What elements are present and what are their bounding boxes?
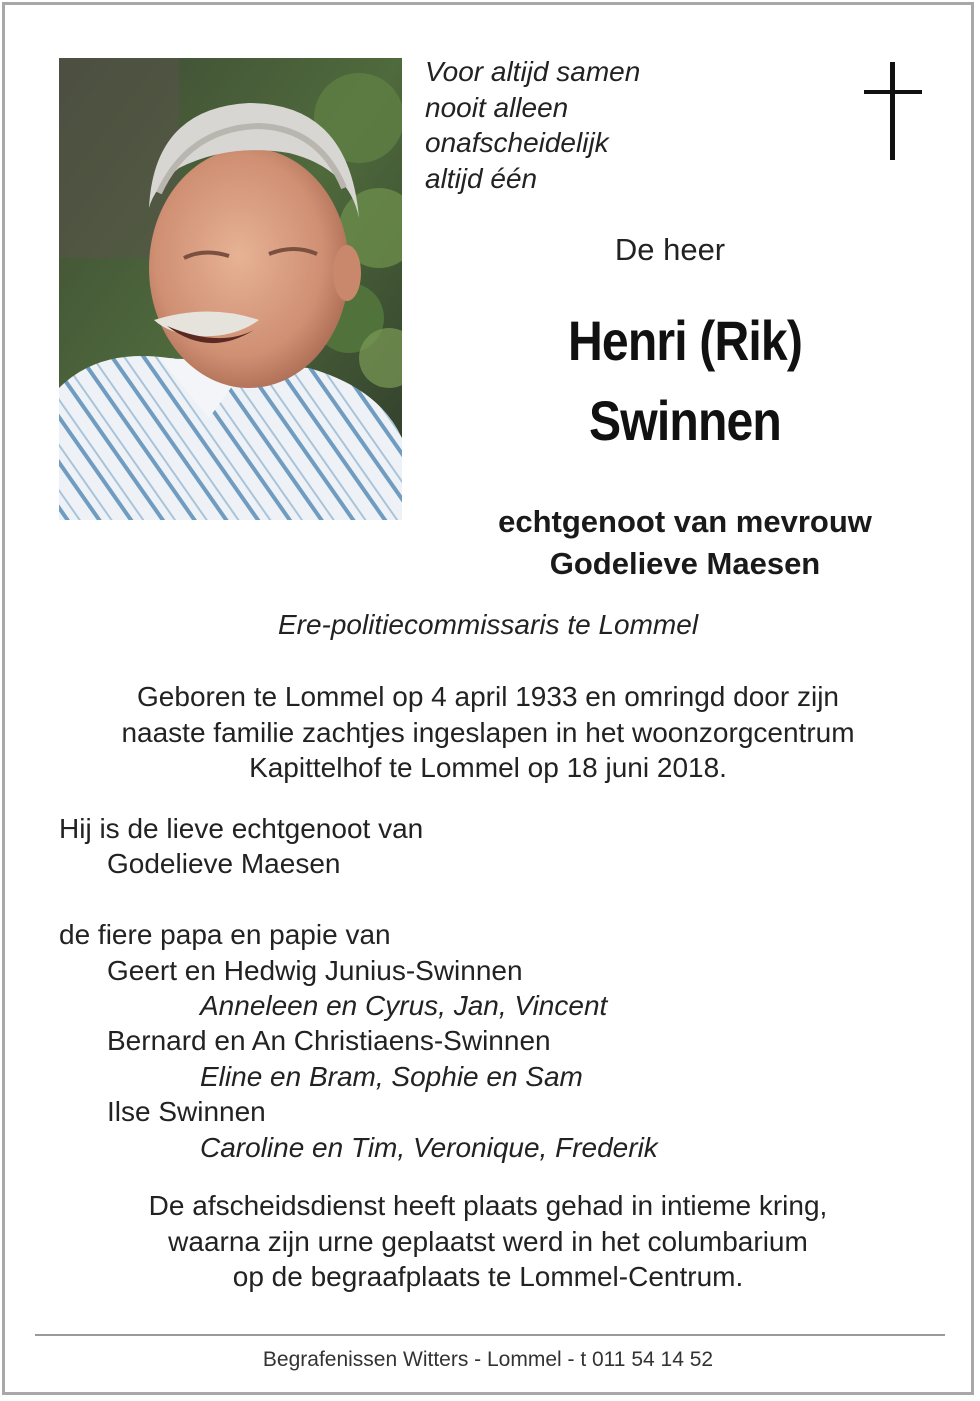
ceremony-line: op de begraafplaats te Lommel-Centrum.	[232, 1261, 744, 1292]
honorary-title: Ere-politiecommissaris te Lommel	[277, 609, 699, 640]
spouse-heading-line: echtgenoot van mevrouw	[498, 504, 872, 539]
notice-line: Geboren te Lommel op 4 april 1933 en omringd door zijn	[137, 681, 839, 712]
notice-line: Kapittelhof te Lommel op 18 juni 2018.	[249, 752, 727, 783]
poem-line: Voor altijd samen	[425, 56, 641, 87]
family-list	[59, 811, 658, 1165]
child-name: Bernard en An Christiaens-Swinnen	[107, 1025, 551, 1057]
footer-divider	[35, 1334, 945, 1336]
poem	[425, 54, 640, 196]
portrait-photo	[59, 58, 402, 520]
deceased-name-last: Swinnen	[589, 389, 781, 452]
ceremony-line: waarna zijn urne geplaatst werd in het columbarium	[168, 1225, 808, 1257]
funeral-home-footer: Begrafenissen Witters - Lommel - t 011 54 14 52	[262, 1348, 714, 1371]
ceremony-notice	[0, 1188, 976, 1295]
child-name: Ilse Swinnen	[107, 1096, 266, 1128]
poem-line: nooit alleen	[425, 91, 569, 123]
grandchildren-names: Anneleen en Cyrus, Jan, Vincent	[200, 990, 608, 1022]
spouse-name: Godelieve Maesen	[107, 848, 341, 880]
notice-line: naaste familie zachtjes ingeslapen in het woonzorgcentrum	[121, 716, 855, 748]
grandchildren-names: Caroline en Tim, Veronique, Frederik	[200, 1131, 658, 1163]
ceremony-line: De afscheidsdienst heeft plaats gehad in intieme kring,	[148, 1190, 828, 1221]
honorific: De heer	[614, 232, 726, 267]
poem-line: onafscheidelijk	[425, 127, 609, 158]
spouse-heading	[430, 501, 940, 585]
grandchildren-names: Eline en Bram, Sophie en Sam	[200, 1060, 583, 1092]
cross-icon	[864, 62, 922, 160]
deceased-name-first: Henri (Rik)	[567, 309, 803, 372]
birth-death-notice	[0, 679, 976, 786]
poem-line: altijd één	[425, 162, 538, 194]
child-name: Geert en Hedwig Junius-Swinnen	[107, 954, 523, 986]
spouse-heading-name: Godelieve Maesen	[549, 546, 821, 581]
children-intro: de fiere papa en papie van	[59, 919, 391, 951]
spouse-intro: Hij is de lieve echtgenoot van	[59, 813, 424, 844]
spacer	[59, 882, 658, 917]
